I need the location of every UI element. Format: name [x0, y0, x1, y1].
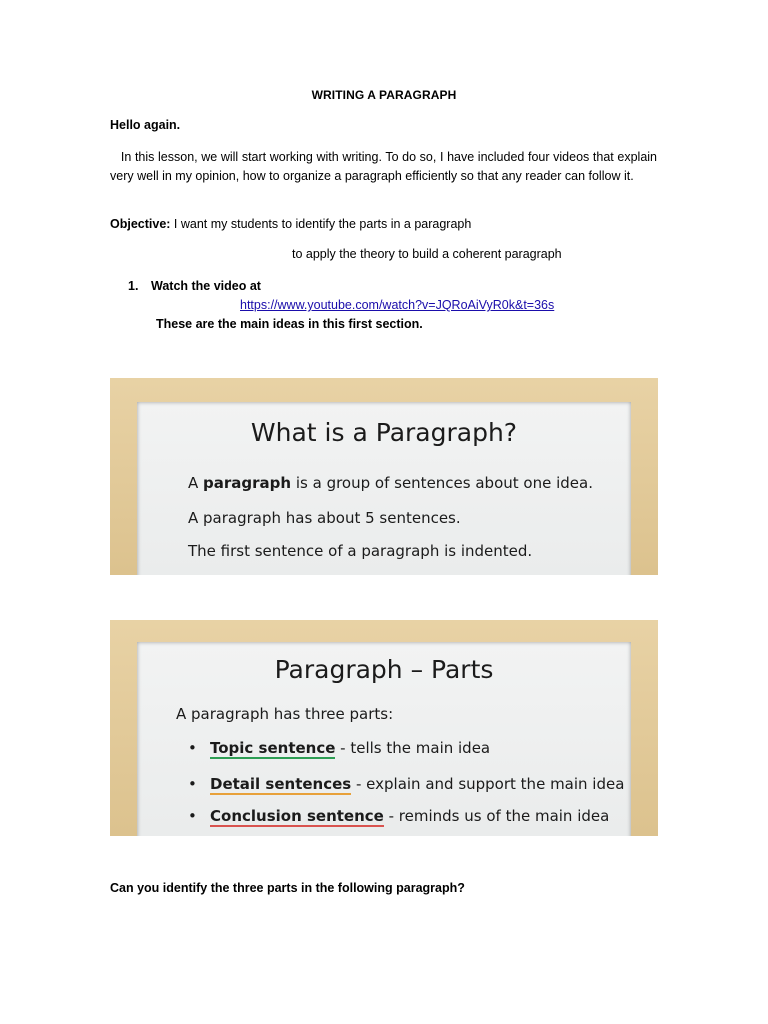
slide-line-1 — [188, 474, 593, 492]
desc-detail-sentences: - explain and support the main idea — [351, 775, 625, 793]
bullet-dot: • — [188, 739, 197, 757]
objective-label: Objective: — [110, 217, 171, 231]
whiteboard — [137, 402, 631, 575]
slide-line-1-pre: A — [188, 474, 204, 492]
bullet-dot: • — [188, 775, 197, 793]
step-1 — [128, 279, 261, 293]
intro-text: In this lesson, we will start working with writing. To do so, I have included four videos that explain very well in my opinion, how to organize a paragraph efficiently so that any reader can follow it. — [110, 150, 658, 183]
step-text: Watch the video at — [151, 279, 261, 293]
step-number: 1. — [128, 279, 139, 293]
slide-intro: A paragraph has three parts: — [176, 705, 394, 723]
slide-title: What is a Paragraph? — [250, 418, 518, 447]
term-topic-sentence: Topic sentence — [210, 739, 336, 757]
slide-line-1-post: is a group of sentences about one idea. — [291, 474, 593, 492]
objective-text: I want my students to identify the parts in a paragraph — [173, 217, 472, 231]
document-title: WRITING A PARAGRAPH — [311, 88, 457, 102]
section-note: These are the main ideas in this first section. — [156, 317, 423, 331]
term-detail-sentences: Detail sentences — [210, 775, 352, 793]
slide-line-3: The first sentence of a paragraph is indented. — [188, 542, 533, 560]
desc-conclusion-sentence: - reminds us of the main idea — [383, 807, 610, 825]
greeting: Hello again. — [110, 118, 181, 132]
bullet-detail-sentences — [188, 775, 624, 793]
objective-line-2: to apply the theory to build a coherent paragraph — [292, 247, 562, 261]
slide-what-is-a-paragraph — [110, 378, 658, 575]
bullet-dot: • — [188, 807, 197, 825]
slide-title: Paragraph – Parts — [274, 655, 494, 684]
video-link[interactable]: https://www.youtube.com/watch?v=JQRoAiVyR0k&t=36s — [240, 298, 555, 312]
whiteboard — [137, 642, 631, 836]
question-text: Can you identify the three parts in the following paragraph? — [110, 881, 465, 895]
desc-topic-sentence: - tells the main idea — [335, 739, 491, 757]
slide-paragraph-parts — [110, 620, 658, 836]
objective-line — [110, 217, 471, 231]
slide-line-1-bold: paragraph — [203, 474, 292, 492]
slide-line-2: A paragraph has about 5 sentences. — [188, 509, 461, 527]
bullet-conclusion-sentence — [188, 807, 609, 825]
term-conclusion-sentence: Conclusion sentence — [210, 807, 384, 825]
intro-paragraph — [110, 148, 657, 185]
bullet-topic-sentence — [188, 739, 490, 757]
